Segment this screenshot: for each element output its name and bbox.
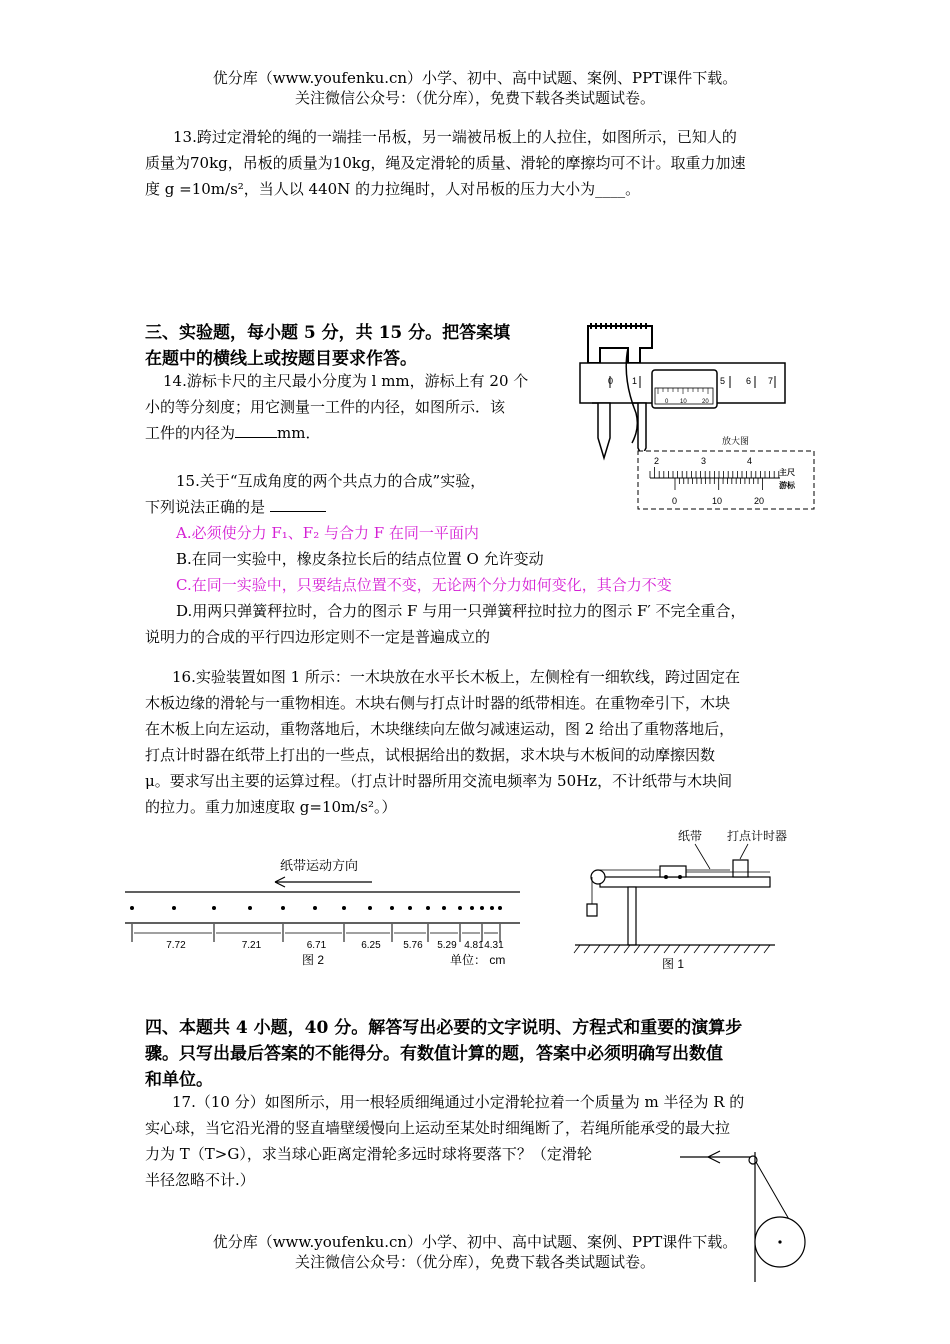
caliper-vernier-10: 10: [680, 399, 687, 405]
tape-dot: [426, 906, 430, 910]
q16-line-1: 16.实验装置如图 1 所示：一木块放在水平长木板上，左侧栓有一细软线，跨过固定在: [172, 668, 740, 686]
q13-line-1: 13.跨过定滑轮的绳的一端挂一吊板，另一端被吊板上的人拉住，如图所示，已知人的: [173, 128, 737, 146]
question-14: [145, 368, 565, 446]
zoom-label-vernier: 游标: [779, 481, 795, 490]
fig1-label-tape: 纸带: [678, 829, 703, 843]
tape-dot: [281, 906, 285, 910]
header-line-2: 关注微信公众号：（优分库），免费下载各类试题试卷。: [294, 89, 655, 107]
caliper-tick-5: 5: [720, 376, 726, 386]
caliper-tick-0: 0: [608, 376, 614, 386]
figure-1-apparatus: [570, 822, 815, 974]
q14-answer-blank[interactable]: [235, 437, 277, 438]
page-header: [0, 68, 950, 108]
tape-dot: [470, 906, 474, 910]
q17-line-3: 力为 T（T>G），求当球心距离定滑轮多远时球将要落下？（定滑轮: [145, 1145, 592, 1163]
tape-segment-label: 5.29: [437, 940, 457, 951]
caliper-tick-6: 6: [746, 376, 752, 386]
q17-pulley-icon: [749, 1156, 757, 1164]
question-13: [145, 124, 825, 202]
section-3-title: [145, 320, 510, 372]
tape-segment-label: 6.71: [306, 940, 327, 951]
tape-segment-label: 7.72: [166, 940, 186, 951]
q15-answer-blank[interactable]: [270, 511, 326, 512]
header-line-1: 优分库（www.youfenku.cn）小学、初中、高中试题、案例、PPT课件下载。: [212, 69, 738, 87]
page-footer: [0, 1232, 950, 1272]
tape-dot: [498, 906, 502, 910]
fig1-weight: [587, 904, 597, 916]
tape-dot: [172, 906, 176, 910]
q17-line-2: 实心球，当它沿光滑的竖直墙壁缓慢向上运动至某处时细绳断了，若绳所能承受的最大拉: [145, 1119, 731, 1137]
q16-line-2: 木板边缘的滑轮与一重物相连。木块右侧与打点计时器的纸带相连。在重物牵引下，木块: [145, 694, 731, 712]
section-4-title-line-1: 四、本题共 4 小题，40 分。解答写出必要的文字说明、方程式和重要的演算步: [145, 1018, 743, 1038]
q14-line-1: 14.游标卡尺的主尺最小分度为 l mm，游标上有 20 个: [163, 372, 529, 390]
fig1-block: [660, 866, 686, 877]
fig1-timer: [733, 860, 748, 877]
section-4-title-line-3: 和单位。: [145, 1070, 213, 1090]
tape-direction-label: 纸带运动方向: [280, 858, 359, 873]
tape-dot: [342, 906, 346, 910]
q15-option-a: A.必须使分力 F₁、F₂ 与合力 F 在同一平面内: [176, 524, 479, 542]
tape-segment-label: 6.25: [361, 940, 381, 951]
tape-dot: [480, 906, 484, 910]
q15-option-d-line-2: 说明力的合成的平行四边形定则不一定是普遍成立的: [145, 628, 491, 646]
zoom-main-2: 2: [654, 456, 660, 466]
q15-line-2: 下列说法正确的是: [145, 498, 266, 516]
caliper-vernier-0: 0: [665, 399, 669, 405]
q15-option-b: B.在同一实验中，橡皮条拉长后的结点位置 O 允许变动: [176, 550, 544, 568]
tape-dot: [490, 906, 494, 910]
section-4-title-line-2: 骤。只写出最后答案的不能得分。有数值计算的题，答案中必须明确写出数值: [145, 1044, 723, 1064]
tape-segment-label: 7.21: [241, 940, 262, 951]
fig1-pulley: [591, 870, 605, 884]
tape-dot: [313, 906, 317, 910]
q14-line-3-end: mm．: [277, 424, 321, 442]
tape-segment-label: 4.31: [484, 940, 504, 951]
tape-dot: [458, 906, 462, 910]
zoom-vernier-10: 10: [712, 496, 723, 506]
q17-line-4: 半径忽略不计.）: [145, 1171, 255, 1189]
zoom-label-main: 主尺: [779, 468, 795, 477]
section-3-title-line-1: 三、实验题，每小题 5 分，共 15 分。把答案填: [145, 323, 511, 343]
q16-line-3: 在木板上向左运动，重物落地后，木块继续向左做匀减速运动，图 2 给出了重物落地后，: [145, 720, 735, 738]
tape-dot: [368, 906, 372, 910]
fig1-label-timer: 打点计时器: [727, 829, 788, 843]
tape-dot: [442, 906, 446, 910]
tape-dot: [248, 906, 252, 910]
q16-line-4: 打点计时器在纸带上打出的一些点，试根据给出的数据，求木块与木板间的动摩擦因数: [145, 746, 716, 764]
figure-2-caption: 图 2: [302, 953, 325, 967]
tape-dot: [390, 906, 394, 910]
q15-option-c: C.在同一实验中，只要结点位置不变，无论两个分力如何变化，其合力不变: [176, 576, 672, 594]
fig1-board: [600, 877, 770, 887]
q15-line-1: 15.关于“互成角度的两个共点力的合成”实验，: [176, 472, 486, 490]
caliper-tick-1: 1: [632, 376, 638, 386]
q15-option-d-line-1: D.用两只弹簧秤拉时，合力的图示 F 与用一只弹簧秤拉时拉力的图示 F′ 不完全重合，: [176, 602, 746, 620]
zoom-vernier-20: 20: [754, 496, 765, 506]
section-3-title-line-2: 在题中的横线上或按题目要求作答。: [145, 349, 417, 369]
q16-line-6: 的拉力。重力加速度取 g=10m/s²。）: [145, 798, 397, 816]
q14-line-3-start: 工件的内径为: [145, 424, 236, 442]
tape-dot: [212, 906, 216, 910]
zoom-main-3: 3: [701, 456, 707, 466]
figure-2-tape: [120, 850, 530, 975]
footer-line-1: 优分库（www.youfenku.cn）小学、初中、高中试题、案例、PPT课件下载。: [212, 1233, 738, 1251]
question-15: [145, 468, 825, 650]
caliper-zoom-title: 放大图: [722, 436, 750, 446]
question-16: [145, 664, 825, 820]
q13-line-3: 度 g =10m/s²，当人以 440N 的力拉绳时，人对吊板的压力大小为____。: [145, 180, 641, 198]
caliper-tick-7: 7: [768, 376, 774, 386]
figure-1-caption: 图 1: [662, 957, 685, 971]
zoom-vernier-0: 0: [672, 496, 678, 506]
tape-dot: [408, 906, 412, 910]
figure-2-unit: 单位： cm: [450, 953, 506, 967]
q16-line-5: μ。要求写出主要的运算过程。（打点计时器所用交流电频率为 50Hz，不计纸带与木块间: [145, 772, 733, 790]
section-4-title: [145, 1015, 825, 1093]
tape-segment-label: 4.81: [464, 940, 484, 951]
caliper-vernier-20: 20: [702, 399, 709, 405]
q14-line-2: 小的等分刻度；用它测量一工件的内径，如图所示．该: [145, 398, 506, 416]
tape-dot: [130, 906, 134, 910]
footer-line-2: 关注微信公众号：（优分库），免费下载各类试题试卷。: [294, 1253, 655, 1271]
q13-line-2: 质量为70kg，吊板的质量为10kg，绳及定滑轮的质量、滑轮的摩擦均可不计。取重力加速: [145, 154, 746, 172]
tape-segment-label: 5.76: [403, 940, 423, 951]
q17-line-1: 17.（10 分）如图所示，用一根轻质细绳通过小定滑轮拉着一个质量为 m 半径为 R 的: [172, 1093, 745, 1111]
zoom-main-4: 4: [747, 456, 753, 466]
